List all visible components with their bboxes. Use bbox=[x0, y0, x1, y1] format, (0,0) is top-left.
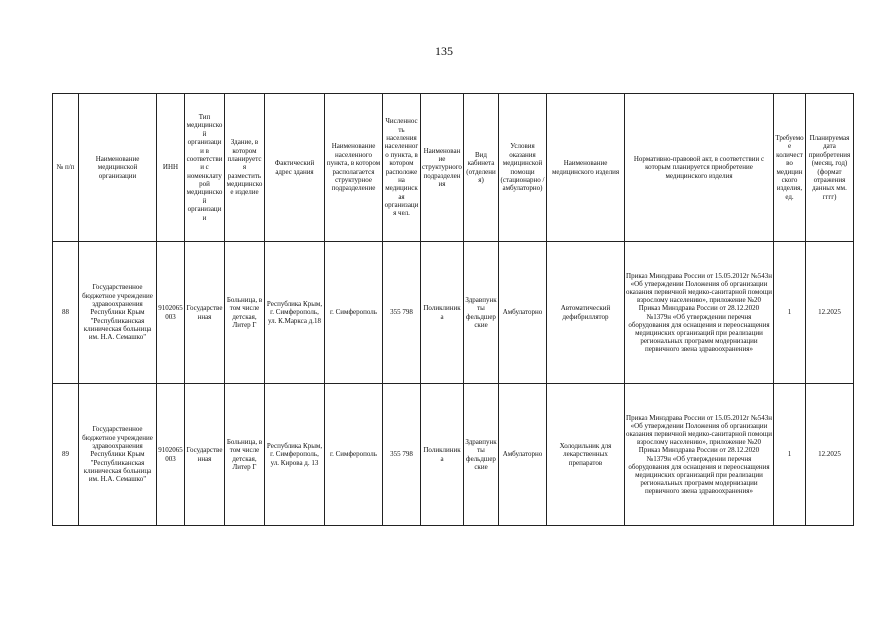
header-cell: Планируемая дата приобретения (месяц, год) (формат отражения данных мм. гггг) bbox=[806, 94, 854, 242]
settlement: г. Симферополь bbox=[325, 384, 383, 526]
building: Больница, в том числе детская, Литер Г bbox=[225, 242, 265, 384]
row-number: 89 bbox=[53, 384, 79, 526]
organization-type: Государственная bbox=[185, 242, 225, 384]
header-cell: Наименование структурного подразделения bbox=[421, 94, 464, 242]
quantity: 1 bbox=[774, 242, 806, 384]
cabinet-type: Здравпункты фельдшерские bbox=[464, 384, 499, 526]
header-row bbox=[53, 94, 854, 242]
organization-name: Государственное бюджетное учреждение здравоохранения Республики Крым "Республиканская клиническая больница им. Н.А. Семашко" bbox=[79, 384, 157, 526]
legal-act: Приказ Минздрава России от 15.05.2012г №543н «Об утверждении Положения об организации оказания первичной медико-санитарной помощи взрослому населению», приложение №20 Приказ Минздрава России от 28.12.2020 №1379н «Об утверждении перечня оборудования для оснащения и переоснащения медицинских организаций при реализации региональных программ модернизации первичного звена здравоохранения» bbox=[625, 384, 774, 526]
header-cell: Тип медицинской организации в соответствии с номенклатурой медицинской организации bbox=[185, 94, 225, 242]
care-conditions: Амбулаторно bbox=[499, 242, 547, 384]
organization-type: Государственная bbox=[185, 384, 225, 526]
device-name: Холодильник для лекарственных препаратов bbox=[547, 384, 625, 526]
medical-equipment-table bbox=[52, 93, 854, 526]
population: 355 798 bbox=[383, 242, 421, 384]
header-cell: Фактический адрес здания bbox=[265, 94, 325, 242]
header-cell: Требуемое количество медицинского изделия, ед. bbox=[774, 94, 806, 242]
header-cell: Наименование населенного пункта, в котором располагается структурное подразделение bbox=[325, 94, 383, 242]
subdivision: Поликлиника bbox=[421, 242, 464, 384]
header-cell: Нормативно-правовой акт, в соответствии с которым планируется приобретение медицинского изделия bbox=[625, 94, 774, 242]
inn: 9102065003 bbox=[157, 384, 185, 526]
address: Республика Крым, г. Симферополь, ул. Кирова д. 13 bbox=[265, 384, 325, 526]
quantity: 1 bbox=[774, 384, 806, 526]
cabinet-type: Здравпункты фельдшерские bbox=[464, 242, 499, 384]
header-cell: Условия оказания медицинской помощи (стационарно / амбулаторно) bbox=[499, 94, 547, 242]
inn: 9102065003 bbox=[157, 242, 185, 384]
care-conditions: Амбулаторно bbox=[499, 384, 547, 526]
header-cell: Наименование медицинской организации bbox=[79, 94, 157, 242]
header-cell: Здание, в котором планируется разместить медицинское изделие bbox=[225, 94, 265, 242]
address: Республика Крым, г. Симферополь, ул. К.Маркса д.18 bbox=[265, 242, 325, 384]
legal-act: Приказ Минздрава России от 15.05.2012г №543н «Об утверждении Положения об организации оказания первичной медико-санитарной помощи взрослому населению», приложение №20 Приказ Минздрава России от 28.12.2020 №1379н «Об утверждении перечня оборудования для оснащения и переоснащения медицинских организаций при реализации региональных программ модернизации первичного звена здравоохранения» bbox=[625, 242, 774, 384]
table-row bbox=[53, 242, 854, 384]
header-cell: № п/п bbox=[53, 94, 79, 242]
header-cell: Наименование медицинского изделия bbox=[547, 94, 625, 242]
organization-name: Государственное бюджетное учреждение здравоохранения Республики Крым "Республиканская клиническая больница им. Н.А. Семашко" bbox=[79, 242, 157, 384]
header-cell: ИНН bbox=[157, 94, 185, 242]
settlement: г. Симферополь bbox=[325, 242, 383, 384]
header-cell: Численность населения населенного пункта, в котором расположена медицинская организация чел. bbox=[383, 94, 421, 242]
page-number: 135 bbox=[435, 44, 453, 58]
building: Больница, в том числе детская, Литер Г bbox=[225, 384, 265, 526]
planned-date: 12.2025 bbox=[806, 384, 854, 526]
population: 355 798 bbox=[383, 384, 421, 526]
row-number: 88 bbox=[53, 242, 79, 384]
table-row bbox=[53, 384, 854, 526]
device-name: Автоматический дефибриллятор bbox=[547, 242, 625, 384]
subdivision: Поликлиника bbox=[421, 384, 464, 526]
header-cell: Вид кабинета (отделения) bbox=[464, 94, 499, 242]
planned-date: 12.2025 bbox=[806, 242, 854, 384]
